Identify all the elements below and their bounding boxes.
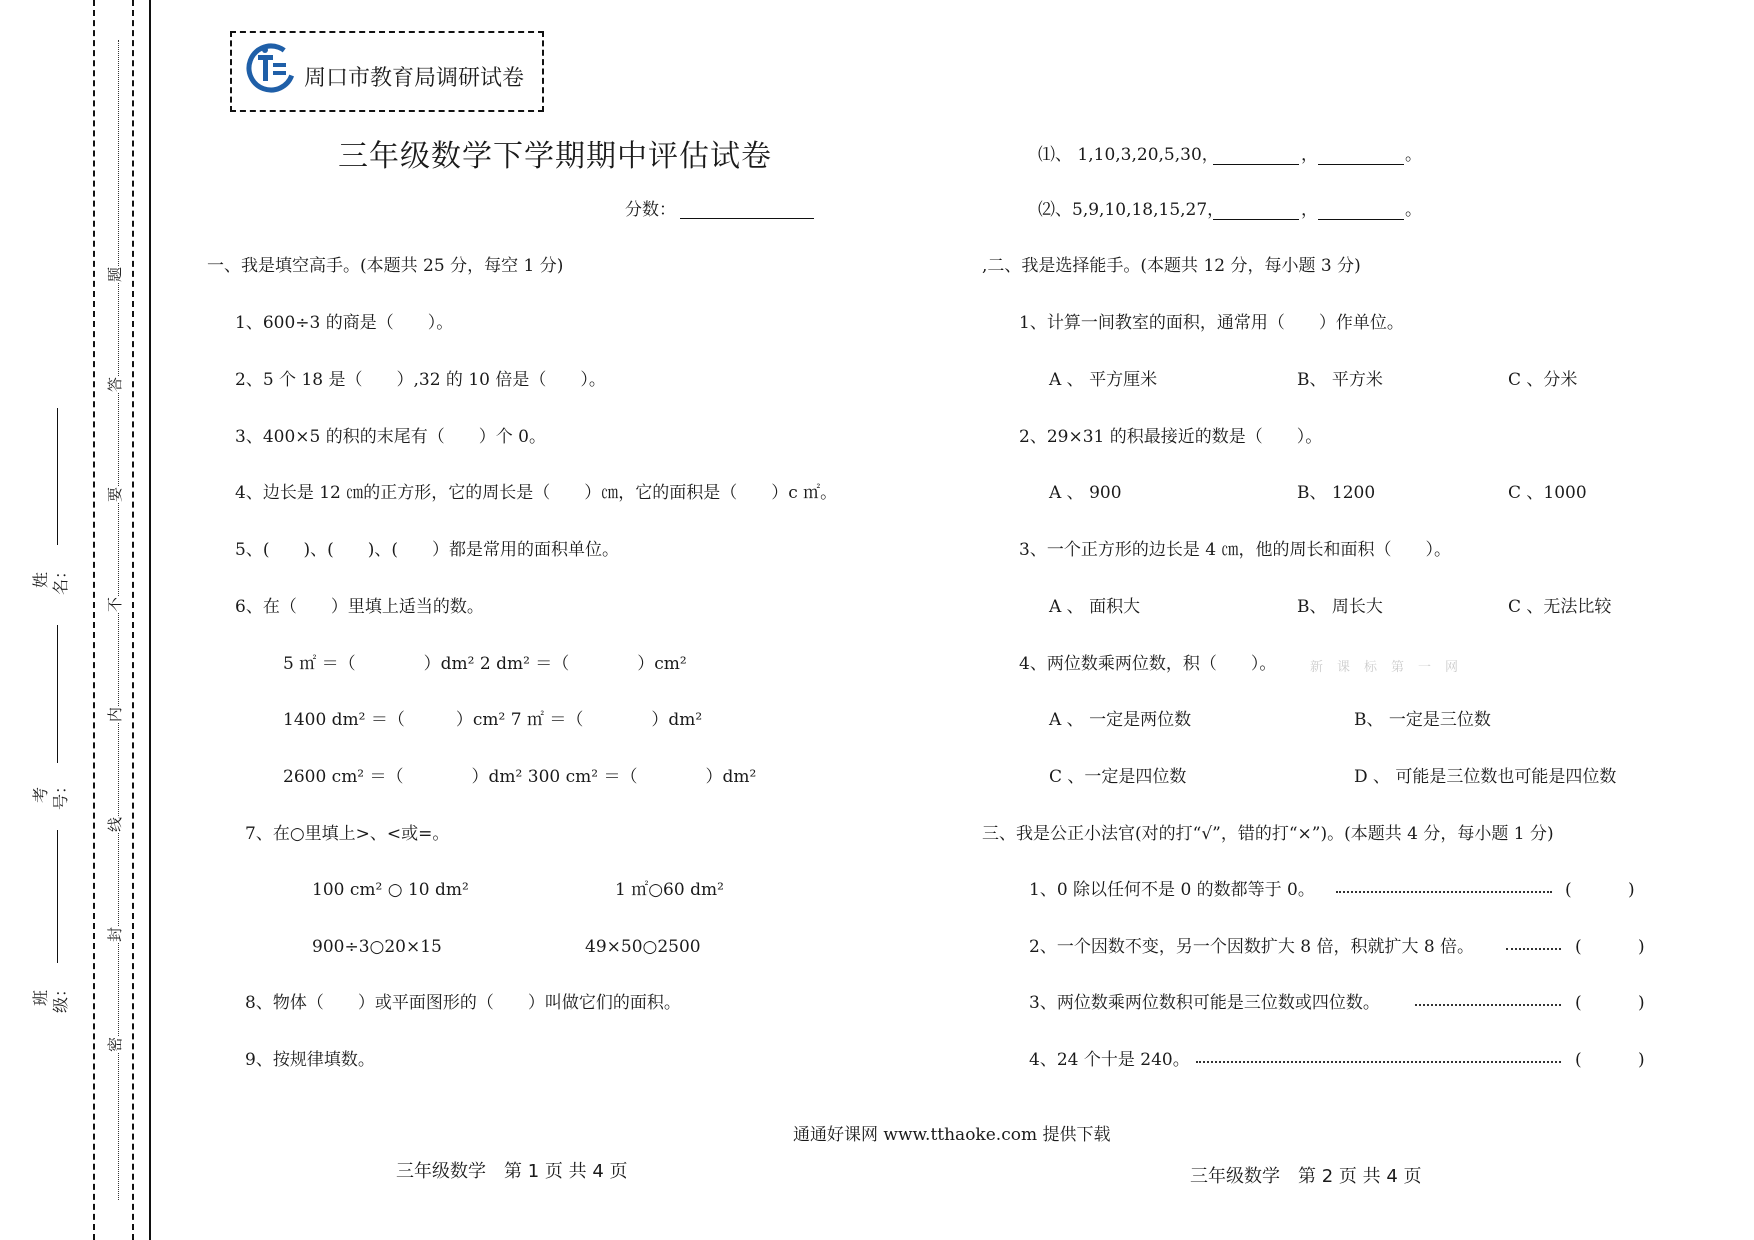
p3-q4-paren-open[interactable]: ( xyxy=(1575,1050,1582,1070)
p1-question-9-seq1: ⑴、 1,10,3,20,5,30， xyxy=(1038,145,1219,165)
p2-q4-option-d: D 、 可能是三位数也可能是四位数 xyxy=(1354,767,1617,787)
seal-char-bu: 不 xyxy=(102,597,127,612)
p1-question-9: 9、按规律填数。 xyxy=(245,1050,375,1070)
part2-heading: ,二、我是选择能手。(本题共 12 分，每小题 3 分) xyxy=(982,256,1361,276)
source-link[interactable]: 通通好课网 www.tthaoke.com 提供下载 xyxy=(793,1125,1111,1145)
score-label: 分数： xyxy=(625,200,676,220)
seal-char-da: 答 xyxy=(102,377,127,392)
education-logo-icon xyxy=(246,43,296,93)
p1-question-7c: 900÷3○20×15 xyxy=(312,937,442,957)
p1-question-8: 8、物体（ ）或平面图形的（ ）叫做它们的面积。 xyxy=(245,993,681,1013)
p2-q3-option-c: C 、无法比较 xyxy=(1508,597,1612,617)
p1-question-7a: 100 cm² ○ 10 dm² xyxy=(312,880,469,900)
p3-question-4: 4、24 个十是 240。 xyxy=(1029,1050,1190,1070)
p1-question-1: 1、600÷3 的商是（ ）。 xyxy=(235,313,454,333)
name-field-line[interactable] xyxy=(57,408,58,545)
p2-q4-option-b: B、 一定是三位数 xyxy=(1354,710,1491,730)
p1-question-6c: 2600 cm² ＝（ ）dm² 300 cm² ＝（ ）dm² xyxy=(283,767,757,787)
p2-q1-option-c: C 、分米 xyxy=(1508,370,1578,390)
header-box xyxy=(230,31,544,112)
p2-question-2: 2、29×31 的积最接近的数是（ ）。 xyxy=(1019,427,1323,447)
p1-question-7: 7、在○里填上>、<或=。 xyxy=(245,824,450,844)
binding-line-dotted xyxy=(118,40,119,1200)
name-label: 姓名： xyxy=(31,562,70,595)
org-name: 周口市教育局调研试卷 xyxy=(304,66,525,91)
p1-question-7b: 1 ㎡○60 dm² xyxy=(615,880,724,900)
exam-no-label: 考号： xyxy=(31,777,70,810)
binding-line-inner xyxy=(132,0,134,1240)
p3-q4-paren-close[interactable]: ) xyxy=(1638,1050,1645,1070)
seq1-end: 。 xyxy=(1405,145,1422,165)
p2-question-3: 3、一个正方形的边长是 4 ㎝，他的周长和面积（ ）。 xyxy=(1019,540,1451,560)
p1-question-9-seq2: ⑵、5,9,10,18,15,27， xyxy=(1038,200,1225,220)
class-label: 班级： xyxy=(31,980,70,1013)
p2-q2-option-c: C 、1000 xyxy=(1508,483,1587,503)
p2-question-4: 4、两位数乘两位数，积（ ）。 xyxy=(1019,654,1277,674)
binding-line-outer xyxy=(93,0,95,1240)
p2-q4-option-c: C 、一定是四位数 xyxy=(1049,767,1187,787)
p3-q3-leader xyxy=(1415,1004,1561,1006)
seq1-blank-2[interactable] xyxy=(1318,140,1404,165)
p3-question-1: 1、0 除以任何不是 0 的数都等于 0。 xyxy=(1029,880,1315,900)
class-field-line[interactable] xyxy=(57,830,58,963)
p2-q1-option-a: A 、 平方厘米 xyxy=(1049,370,1158,390)
p2-q4-option-a: A 、 一定是两位数 xyxy=(1049,710,1192,730)
seal-char-feng: 封 xyxy=(102,927,127,942)
seq2-blank-2[interactable] xyxy=(1318,195,1404,220)
page-title: 三年级数学下学期期中评估试卷 xyxy=(338,139,772,174)
part3-heading: 三、我是公正小法官(对的打“√”，错的打“×”)。(本题共 4 分，每小题 1 分) xyxy=(982,824,1554,844)
seq1-blank-1[interactable] xyxy=(1213,140,1299,165)
p3-q4-leader xyxy=(1196,1061,1561,1063)
seq1-sep: ， xyxy=(1301,145,1318,165)
watermark-text: 新课标第一网 xyxy=(1310,660,1473,675)
p2-question-1: 1、计算一间教室的面积，通常用（ ）作单位。 xyxy=(1019,313,1404,333)
p1-question-3: 3、400×5 的积的末尾有（ ）个 0。 xyxy=(235,427,546,447)
p3-q3-paren-open[interactable]: ( xyxy=(1575,993,1582,1013)
seal-char-yao: 要 xyxy=(102,487,127,502)
p2-q2-option-b: B、 1200 xyxy=(1297,483,1376,503)
seal-char-ti: 题 xyxy=(102,267,127,282)
p3-q3-paren-close[interactable]: ) xyxy=(1638,993,1645,1013)
p3-q1-leader xyxy=(1336,891,1552,893)
p3-question-3: 3、两位数乘两位数积可能是三位数或四位数。 xyxy=(1029,993,1380,1013)
p1-question-5: 5、( )、( )、( ）都是常用的面积单位。 xyxy=(235,540,619,560)
page-number-right: 三年级数学 第 2 页 共 4 页 xyxy=(1190,1166,1422,1187)
p1-question-7d: 49×50○2500 xyxy=(585,937,701,957)
p3-q2-paren-close[interactable]: ) xyxy=(1638,937,1645,957)
p3-q1-paren-open[interactable]: ( xyxy=(1565,880,1572,900)
p3-q2-paren-open[interactable]: ( xyxy=(1575,937,1582,957)
seal-char-xian: 线 xyxy=(102,817,127,832)
p1-question-6b: 1400 dm² ＝（ ）cm² 7 ㎡ ＝（ ）dm² xyxy=(283,710,703,730)
page-number-left: 三年级数学 第 1 页 共 4 页 xyxy=(396,1161,628,1182)
seal-char-mi: 密 xyxy=(102,1037,127,1052)
seq2-sep: ， xyxy=(1301,200,1318,220)
p1-question-6: 6、在（ ）里填上适当的数。 xyxy=(235,597,484,617)
seq2-end: 。 xyxy=(1405,200,1422,220)
p2-q3-option-a: A 、 面积大 xyxy=(1049,597,1141,617)
p1-question-2: 2、5 个 18 是（ ）,32 的 10 倍是（ ）。 xyxy=(235,370,606,390)
p1-question-4: 4、边长是 12 ㎝的正方形，它的周长是（ ）㎝，它的面积是（ ）c ㎡。 xyxy=(235,483,838,503)
p2-q3-option-b: B、 周长大 xyxy=(1297,597,1383,617)
p3-q2-leader xyxy=(1506,948,1561,950)
binding-line-solid xyxy=(149,0,151,1240)
exam-no-field-line[interactable] xyxy=(57,625,58,763)
seq2-blank-1[interactable] xyxy=(1213,195,1299,220)
p3-q1-paren-close[interactable]: ) xyxy=(1628,880,1635,900)
part1-heading: 一、我是填空高手。(本题共 25 分，每空 1 分) xyxy=(207,256,564,276)
p2-q1-option-b: B、 平方米 xyxy=(1297,370,1383,390)
p2-q2-option-a: A 、 900 xyxy=(1049,483,1122,503)
p1-question-6a: 5 ㎡ ＝（ ）dm² 2 dm² ＝（ ）cm² xyxy=(283,654,687,674)
score-blank[interactable] xyxy=(680,194,814,219)
p3-question-2: 2、一个因数不变，另一个因数扩大 8 倍，积就扩大 8 倍。 xyxy=(1029,937,1475,957)
seal-char-nei: 内 xyxy=(102,707,127,722)
